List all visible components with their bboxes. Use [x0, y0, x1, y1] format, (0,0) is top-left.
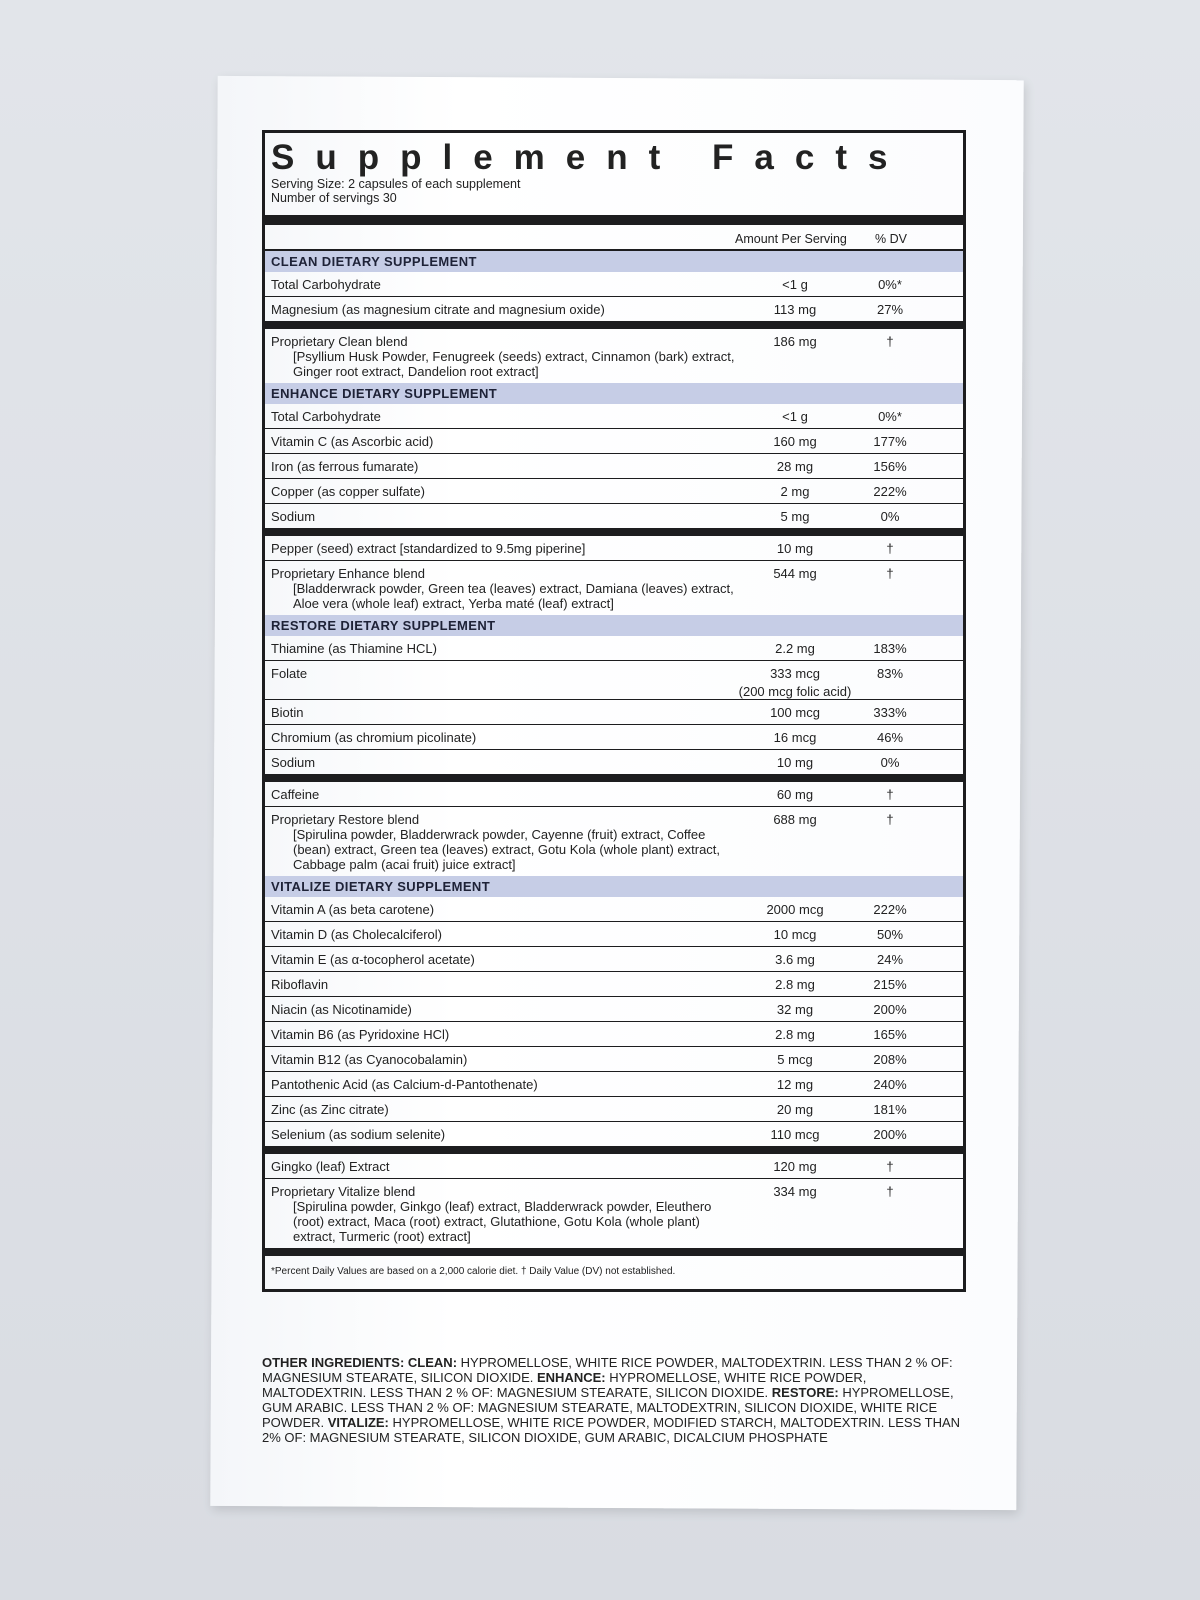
nutrient-row	[265, 504, 963, 528]
nutrient-name: Chromium (as chromium picolinate)	[271, 730, 477, 745]
nutrient-name: Iron (as ferrous fumarate)	[271, 459, 419, 474]
nutrient-amount: 10 mg	[776, 755, 814, 770]
nutrient-row	[265, 272, 963, 297]
nutrient-dv: 200%	[873, 1002, 907, 1017]
nutrient-name: Folate	[271, 666, 308, 681]
nutrient-amount: <1 g	[782, 277, 808, 292]
nutrient-dv: 177%	[873, 434, 907, 449]
blend-row	[265, 536, 963, 561]
nutrient-amount: 3.6 mg	[775, 952, 815, 967]
nutrient-amount: 20 mg	[776, 1102, 814, 1117]
nutrient-row	[265, 297, 963, 321]
nutrient-row	[265, 1072, 963, 1097]
nutrient-row	[265, 454, 963, 479]
nutrient-dv: 181%	[873, 1102, 907, 1117]
blend-row	[265, 1154, 963, 1179]
blend-name: Caffeine	[271, 787, 320, 802]
nutrient-dv: 156%	[873, 459, 907, 474]
vitalize-label: VITALIZE:	[327, 1415, 389, 1430]
divider-bar	[265, 321, 963, 329]
blend-dv: †	[886, 1184, 894, 1199]
section-heading: RESTORE DIETARY SUPPLEMENT	[265, 615, 963, 636]
column-header	[265, 225, 963, 251]
nutrient-dv: 183%	[873, 641, 907, 656]
section-heading: CLEAN DIETARY SUPPLEMENT	[265, 251, 963, 272]
nutrient-amount: 160 mg	[773, 434, 817, 449]
nutrient-amount: 2000 mcg	[766, 902, 824, 917]
nutrient-name: Copper (as copper sulfate)	[271, 484, 425, 499]
divider-bar	[265, 1248, 963, 1256]
sections-container	[265, 251, 963, 1248]
nutrient-name: Vitamin C (as Ascorbic acid)	[271, 434, 434, 449]
nutrient-dv: 333%	[873, 705, 907, 720]
blend-detail: [Psyllium Husk Powder, Fenugreek (seeds) extract, Cinnamon (bark) extract, Ginger root extract, Dandelion root extract]	[293, 349, 735, 379]
nutrient-dv: 50%	[876, 927, 904, 942]
nutrient-row	[265, 947, 963, 972]
blend-cell	[265, 807, 741, 876]
footnote: *Percent Daily Values are based on a 2,000 calorie diet. † Daily Value (DV) not established.	[271, 1266, 676, 1277]
supplement-facts-panel	[262, 130, 966, 1292]
blend-detail: [Spirulina powder, Bladderwrack powder, Cayenne (fruit) extract, Coffee (bean) extract, Green tea (leaves) extract, Gotu Kola (whole plant) extract, Cabbage palm (acai fruit) juice extract]	[293, 827, 721, 872]
restore-label: RESTORE:	[771, 1385, 839, 1400]
blend-amount: 10 mg	[776, 541, 814, 556]
servings-count: Number of servings 30	[271, 191, 397, 205]
nutrient-dv: 27%	[876, 302, 904, 317]
enhance-ingredients: HYPROMELLOSE, WHITE RICE POWDER, MALTODEXTRIN. LESS THAN 2 % OF: MAGNESIUM STEARATE, SILICON DIOXIDE.	[262, 1370, 867, 1400]
nutrient-amount: 2.8 mg	[775, 1027, 815, 1042]
nutrient-row	[265, 636, 963, 661]
nutrient-row	[265, 725, 963, 750]
nutrient-row	[265, 997, 963, 1022]
nutrient-amount: 10 mcg	[773, 927, 817, 942]
nutrient-amount: 12 mg	[776, 1077, 814, 1092]
nutrient-row	[265, 429, 963, 454]
nutrient-dv: 24%	[876, 952, 904, 967]
nutrient-amount: 110 mcg	[770, 1127, 820, 1142]
nutrient-dv: 0%	[880, 755, 900, 770]
restore-ingredients: HYPROMELLOSE, GUM ARABIC. LESS THAN 2 % OF: MAGNESIUM STEARATE, MALTODEXTRIN, SILICON DIOXIDE, WHITE RICE POWDER.	[262, 1385, 954, 1430]
nutrient-dv: 208%	[873, 1052, 907, 1067]
nutrient-name: Vitamin B12 (as Cyanocobalamin)	[271, 1052, 468, 1067]
nutrient-amount: 113 mg	[773, 302, 817, 317]
clean-label: CLEAN:	[407, 1355, 458, 1370]
nutrient-name: Sodium	[271, 755, 316, 770]
amount-header: Amount Per Serving	[735, 232, 847, 246]
nutrient-amount: 100 mcg	[770, 705, 820, 720]
nutrient-dv: 46%	[876, 730, 904, 745]
nutrient-row	[265, 661, 963, 700]
nutrient-dv: 222%	[873, 484, 907, 499]
facts-title: Supplement Facts	[271, 138, 909, 177]
nutrient-row	[265, 750, 963, 774]
section-heading: VITALIZE DIETARY SUPPLEMENT	[265, 876, 963, 897]
nutrient-name: Vitamin E (as α-tocopherol acetate)	[271, 952, 475, 967]
nutrient-dv: 165%	[873, 1027, 907, 1042]
blend-dv: †	[886, 566, 894, 581]
divider-bar	[265, 528, 963, 536]
nutrient-row	[265, 404, 963, 429]
blend-amount: 544 mg	[773, 566, 817, 581]
dv-header: % DV	[875, 232, 907, 246]
clean-ingredients: HYPROMELLOSE, WHITE RICE POWDER, MALTODEXTRIN. LESS THAN 2 % OF: MAGNESIUM STEARATE, SILICON DIOXIDE.	[262, 1355, 953, 1385]
nutrient-amount: 2 mg	[780, 484, 810, 499]
blend-cell	[265, 561, 741, 615]
nutrient-amount-note: (200 mcg folic acid)	[738, 684, 852, 699]
nutrient-row	[265, 972, 963, 997]
nutrient-dv: 83%	[876, 666, 904, 681]
nutrient-row	[265, 1097, 963, 1122]
nutrient-row	[265, 479, 963, 504]
nutrient-amount: 32 mg	[776, 1002, 814, 1017]
nutrient-name: Total Carbohydrate	[271, 277, 381, 292]
blend-name: Proprietary Enhance blend	[271, 566, 425, 581]
nutrient-row	[265, 1047, 963, 1072]
section-heading: ENHANCE DIETARY SUPPLEMENT	[265, 383, 963, 404]
nutrient-amount: 5 mcg	[777, 1052, 813, 1067]
nutrient-dv: 0%	[880, 509, 900, 524]
nutrient-name: Thiamine (as Thiamine HCL)	[271, 641, 437, 656]
blend-amount: 688 mg	[773, 812, 817, 827]
blend-detail: [Bladderwrack powder, Green tea (leaves) extract, Damiana (leaves) extract, Aloe vera (whole leaf) extract, Yerba maté (leaf) extract]	[293, 581, 734, 611]
blend-cell	[265, 1154, 741, 1178]
blend-cell	[265, 1179, 741, 1248]
nutrient-amount: 28 mg	[776, 459, 814, 474]
blend-name: Proprietary Restore blend	[271, 812, 420, 827]
nutrient-row	[265, 922, 963, 947]
nutrient-dv: 200%	[873, 1127, 907, 1142]
blend-amount: 186 mg	[773, 334, 817, 349]
blend-dv: †	[886, 787, 894, 802]
nutrient-name: Sodium	[271, 509, 316, 524]
blend-row	[265, 329, 963, 383]
divider-bar	[265, 774, 963, 782]
blend-amount: 334 mg	[773, 1184, 817, 1199]
divider-bar	[265, 1146, 963, 1154]
vitalize-ingredients: HYPROMELLOSE, WHITE RICE POWDER, MODIFIED STARCH, MALTODEXTRIN. LESS THAN 2% OF: MAGNESIUM STEARATE, SILICON DIOXIDE, GUM ARABIC, DICALCIUM PHOSPHATE	[262, 1415, 961, 1445]
blend-row	[265, 807, 963, 876]
nutrient-amount: 2.8 mg	[775, 977, 815, 992]
nutrient-amount: 16 mcg	[773, 730, 817, 745]
blend-dv: †	[886, 541, 894, 556]
blend-amount: 120 mg	[773, 1159, 817, 1174]
serving-size: Serving Size: 2 capsules of each supplement	[271, 177, 521, 191]
nutrient-name: Selenium (as sodium selenite)	[271, 1127, 446, 1142]
nutrient-dv: 0%*	[878, 277, 902, 292]
blend-name: Pepper (seed) extract [standardized to 9.5mg piperine]	[271, 541, 586, 556]
other-ingredients-label: OTHER INGREDIENTS:	[262, 1355, 405, 1370]
nutrient-name: Riboflavin	[271, 977, 329, 992]
nutrient-name: Biotin	[271, 705, 304, 720]
nutrient-dv: 0%*	[878, 409, 902, 424]
blend-cell	[265, 329, 741, 383]
blend-detail: [Spirulina powder, Ginkgo (leaf) extract, Bladderwrack powder, Eleuthero (root) extract, Maca (root) extract, Glutathione, Gotu Kola (whole plant) extract, Turmeric (root) extract]	[293, 1199, 712, 1244]
blend-row	[265, 782, 963, 807]
serving-info	[265, 175, 963, 215]
nutrient-name: Vitamin B6 (as Pyridoxine HCl)	[271, 1027, 450, 1042]
blend-cell	[265, 536, 741, 560]
nutrient-name: Magnesium (as magnesium citrate and magnesium oxide)	[271, 302, 605, 317]
blend-amount: 60 mg	[776, 787, 814, 802]
nutrient-name: Zinc (as Zinc citrate)	[271, 1102, 389, 1117]
divider-bar	[265, 215, 963, 225]
other-ingredients	[262, 1355, 962, 1445]
blend-row	[265, 1179, 963, 1248]
nutrient-name: Vitamin D (as Cholecalciferol)	[271, 927, 442, 942]
nutrient-row	[265, 700, 963, 725]
nutrient-name: Vitamin A (as beta carotene)	[271, 902, 435, 917]
nutrient-name: Niacin (as Nicotinamide)	[271, 1002, 412, 1017]
enhance-label: ENHANCE:	[536, 1370, 606, 1385]
nutrient-amount: 5 mg	[780, 509, 810, 524]
nutrient-amount: <1 g	[782, 409, 808, 424]
nutrient-dv: 222%	[873, 902, 907, 917]
nutrient-name: Total Carbohydrate	[271, 409, 381, 424]
blend-name: Proprietary Vitalize blend	[271, 1184, 416, 1199]
blend-cell	[265, 782, 741, 806]
nutrient-name: Pantothenic Acid (as Calcium-d-Pantothenate)	[271, 1077, 538, 1092]
blend-dv: †	[886, 812, 894, 827]
nutrient-row	[265, 1022, 963, 1047]
blend-name: Gingko (leaf) Extract	[271, 1159, 390, 1174]
blend-name: Proprietary Clean blend	[271, 334, 408, 349]
blend-dv: †	[886, 1159, 894, 1174]
nutrient-amount: 2.2 mg	[775, 641, 815, 656]
nutrient-row	[265, 897, 963, 922]
nutrient-amount: 333 mcg	[770, 666, 820, 681]
blend-dv: †	[886, 334, 894, 349]
blend-row	[265, 561, 963, 615]
nutrient-dv: 215%	[873, 977, 907, 992]
nutrient-row	[265, 1122, 963, 1146]
nutrient-dv: 240%	[873, 1077, 907, 1092]
